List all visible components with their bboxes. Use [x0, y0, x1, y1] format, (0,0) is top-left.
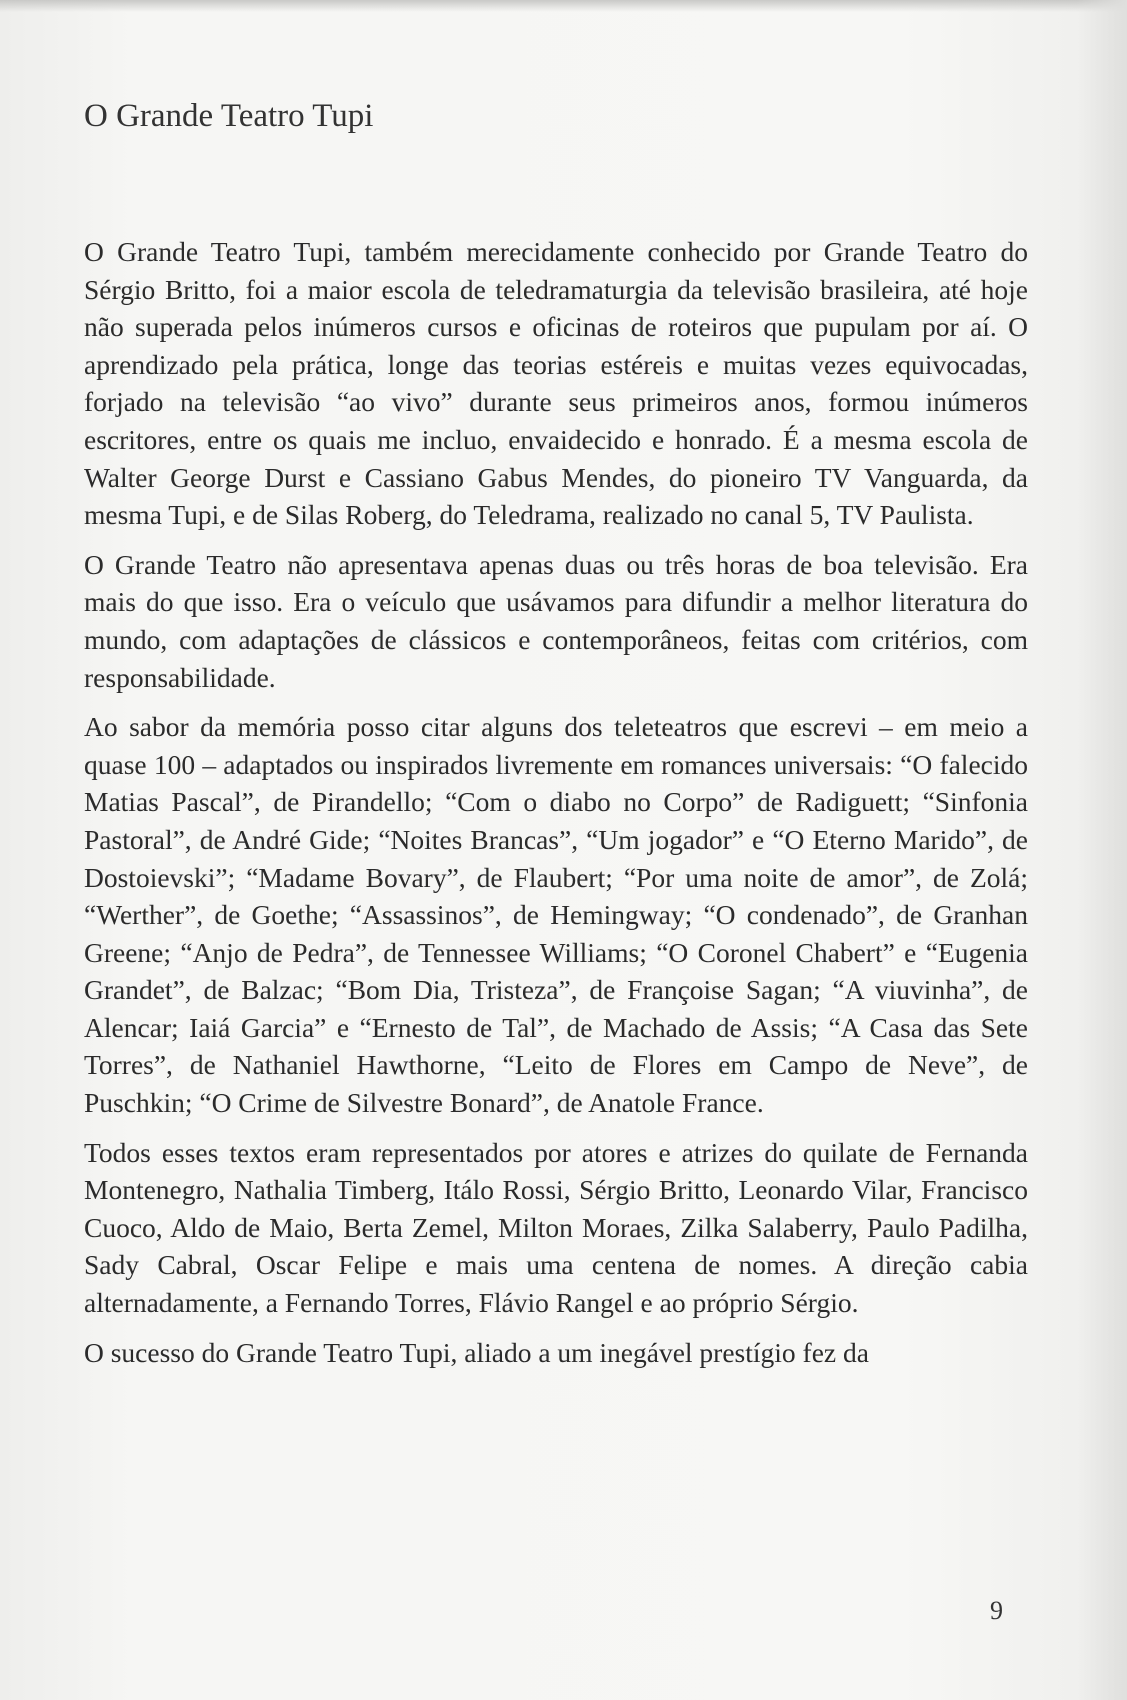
- paragraph-3: Ao sabor da memória posso citar alguns dos teleteatros que escrevi – em meio a quase 100 – adaptados ou inspirados livremente em romances universais: “O falecido Matias Pascal”, de Pirandello; “Com o diabo no Corpo” de Radiguett; “Sinfonia Pastoral”, de André Gide; “Noites Brancas”, “Um jogador” e “O Eterno Marido”, de Dostoievski”; “Madame Bovary”, de Flaubert; “Por uma noite de amor”, de Zolá; “Werther”, de Goethe; “Assassinos”, de Hemingway; “O condenado”, de Granhan Greene; “Anjo de Pedra”, de Tennessee Williams; “O Coronel Chabert” e “Eugenia Grandet”, de Balzac; “Bom Dia, Tristeza”, de Françoise Sagan; “A viuvinha”, de Alencar; Iaiá Garcia” e “Ernesto de Tal”, de Machado de Assis; “A Casa das Sete Torres”, de Nathaniel Hawthorne, “Leito de Flores em Campo de Neve”, de Puschkin; “O Crime de Silvestre Bonard”, de Anatole France.: [84, 711, 1028, 1119]
- page-top-shadow: [0, 0, 1127, 12]
- paragraph-2: O Grande Teatro não apresentava apenas duas ou três horas de boa televisão. Era mais do que isso. Era o veículo que usávamos para difundir a melhor literatura do mundo, com adaptações de clássicos e contemporâneos, feitas com critérios, com responsabilidade.: [84, 548, 1028, 693]
- page-number: 9: [990, 1596, 1003, 1625]
- body-text: [84, 233, 1028, 1383]
- paragraph-1: O Grande Teatro Tupi, também merecidamente conhecido por Grande Teatro do Sérgio Britto, foi a maior escola de teledramaturgia da televisão brasileira, até hoje não superada pelos inúmeros cursos e oficinas de roteiros que pupulam por aí. O aprendizado pela prática, longe das teorias estéreis e muitas vezes equivocadas, forjado na televisão “ao vivo” durante seus primeiros anos, formou inúmeros escritores, entre os quais me incluo, envaidecido e honrado. É a mesma escola de Walter George Durst e Cassiano Gabus Mendes, do pioneiro TV Vanguarda, da mesma Tupi, e de Silas Roberg, do Teledrama, realizado no canal 5, TV Paulista.: [84, 236, 1028, 531]
- page-right-edge: [1077, 0, 1127, 1700]
- chapter-title: O Grande Teatro Tupi: [84, 98, 374, 134]
- paragraph-4: Todos esses textos eram representados por atores e atrizes do quilate de Fernanda Montenegro, Nathalia Timberg, Itálo Rossi, Sérgio Britto, Leonardo Vilar, Francisco Cuoco, Aldo de Maio, Berta Zemel, Milton Moraes, Zilka Salaberry, Paulo Padilha, Sady Cabral, Oscar Felipe e mais uma centena de nomes. A direção cabia alternadamente, a Fernando Torres, Flávio Rangel e ao próprio Sérgio.: [84, 1136, 1028, 1319]
- paragraph-5: O sucesso do Grande Teatro Tupi, aliado a um inegável prestígio fez da: [84, 1336, 869, 1368]
